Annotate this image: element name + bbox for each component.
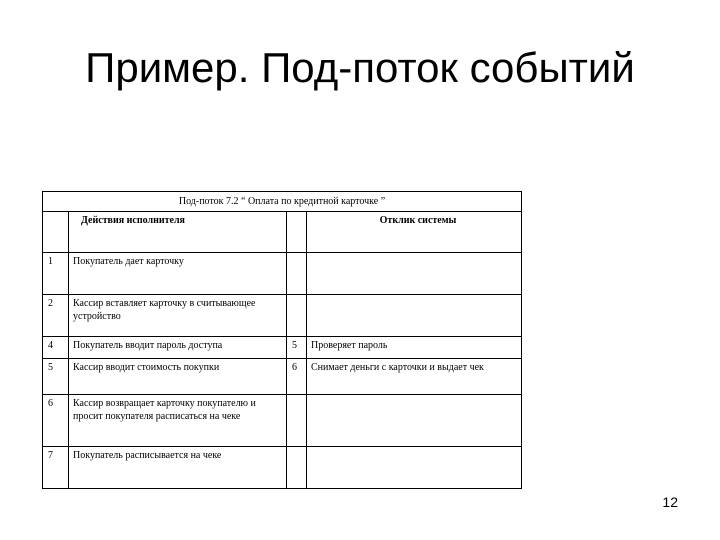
table-row xyxy=(43,253,522,295)
row-resp-num: 5 xyxy=(287,337,307,359)
row-response xyxy=(307,447,522,489)
subflow-table xyxy=(42,191,522,489)
row-resp-num: 6 xyxy=(287,359,307,395)
row-num: 7 xyxy=(43,447,69,489)
row-resp-num xyxy=(287,395,307,447)
row-resp-num xyxy=(287,447,307,489)
row-resp-num xyxy=(287,295,307,337)
table-row xyxy=(43,395,522,447)
row-num: 5 xyxy=(43,359,69,395)
table-caption: Под-поток 7.2 “ Оплата по кредитной карточке ” xyxy=(43,192,522,212)
page-number: 12 xyxy=(662,494,678,510)
row-response xyxy=(307,295,522,337)
row-action: Кассир вводит стоимость покупки xyxy=(69,359,287,395)
row-num: 6 xyxy=(43,395,69,447)
row-action: Кассир возвращает карточку покупателю и просит покупателя расписаться на чеке xyxy=(69,395,287,447)
row-response xyxy=(307,253,522,295)
row-action: Покупатель расписывается на чеке xyxy=(69,447,287,489)
table-row xyxy=(43,337,522,359)
table-row xyxy=(43,447,522,489)
header-resp-num-cell xyxy=(287,212,307,253)
row-response: Проверяет пароль xyxy=(307,337,522,359)
table-row xyxy=(43,359,522,395)
row-action: Кассир вставляет карточку в считывающее устройство xyxy=(69,295,287,337)
row-action: Покупатель вводит пароль доступа xyxy=(69,337,287,359)
row-num: 1 xyxy=(43,253,69,295)
header-num-cell xyxy=(43,212,69,253)
row-resp-num xyxy=(287,253,307,295)
slide-title: Пример. Под-поток событий xyxy=(85,44,635,91)
row-num: 4 xyxy=(43,337,69,359)
header-actor-actions: Действия исполнителя xyxy=(69,212,287,253)
table-header-row xyxy=(43,212,522,253)
row-action: Покупатель дает карточку xyxy=(69,253,287,295)
table-row xyxy=(43,295,522,337)
row-num: 2 xyxy=(43,295,69,337)
table-caption-row xyxy=(43,192,522,212)
header-system-response: Отклик системы xyxy=(307,212,522,253)
row-response xyxy=(307,395,522,447)
row-response: Снимает деньги с карточки и выдает чек xyxy=(307,359,522,395)
